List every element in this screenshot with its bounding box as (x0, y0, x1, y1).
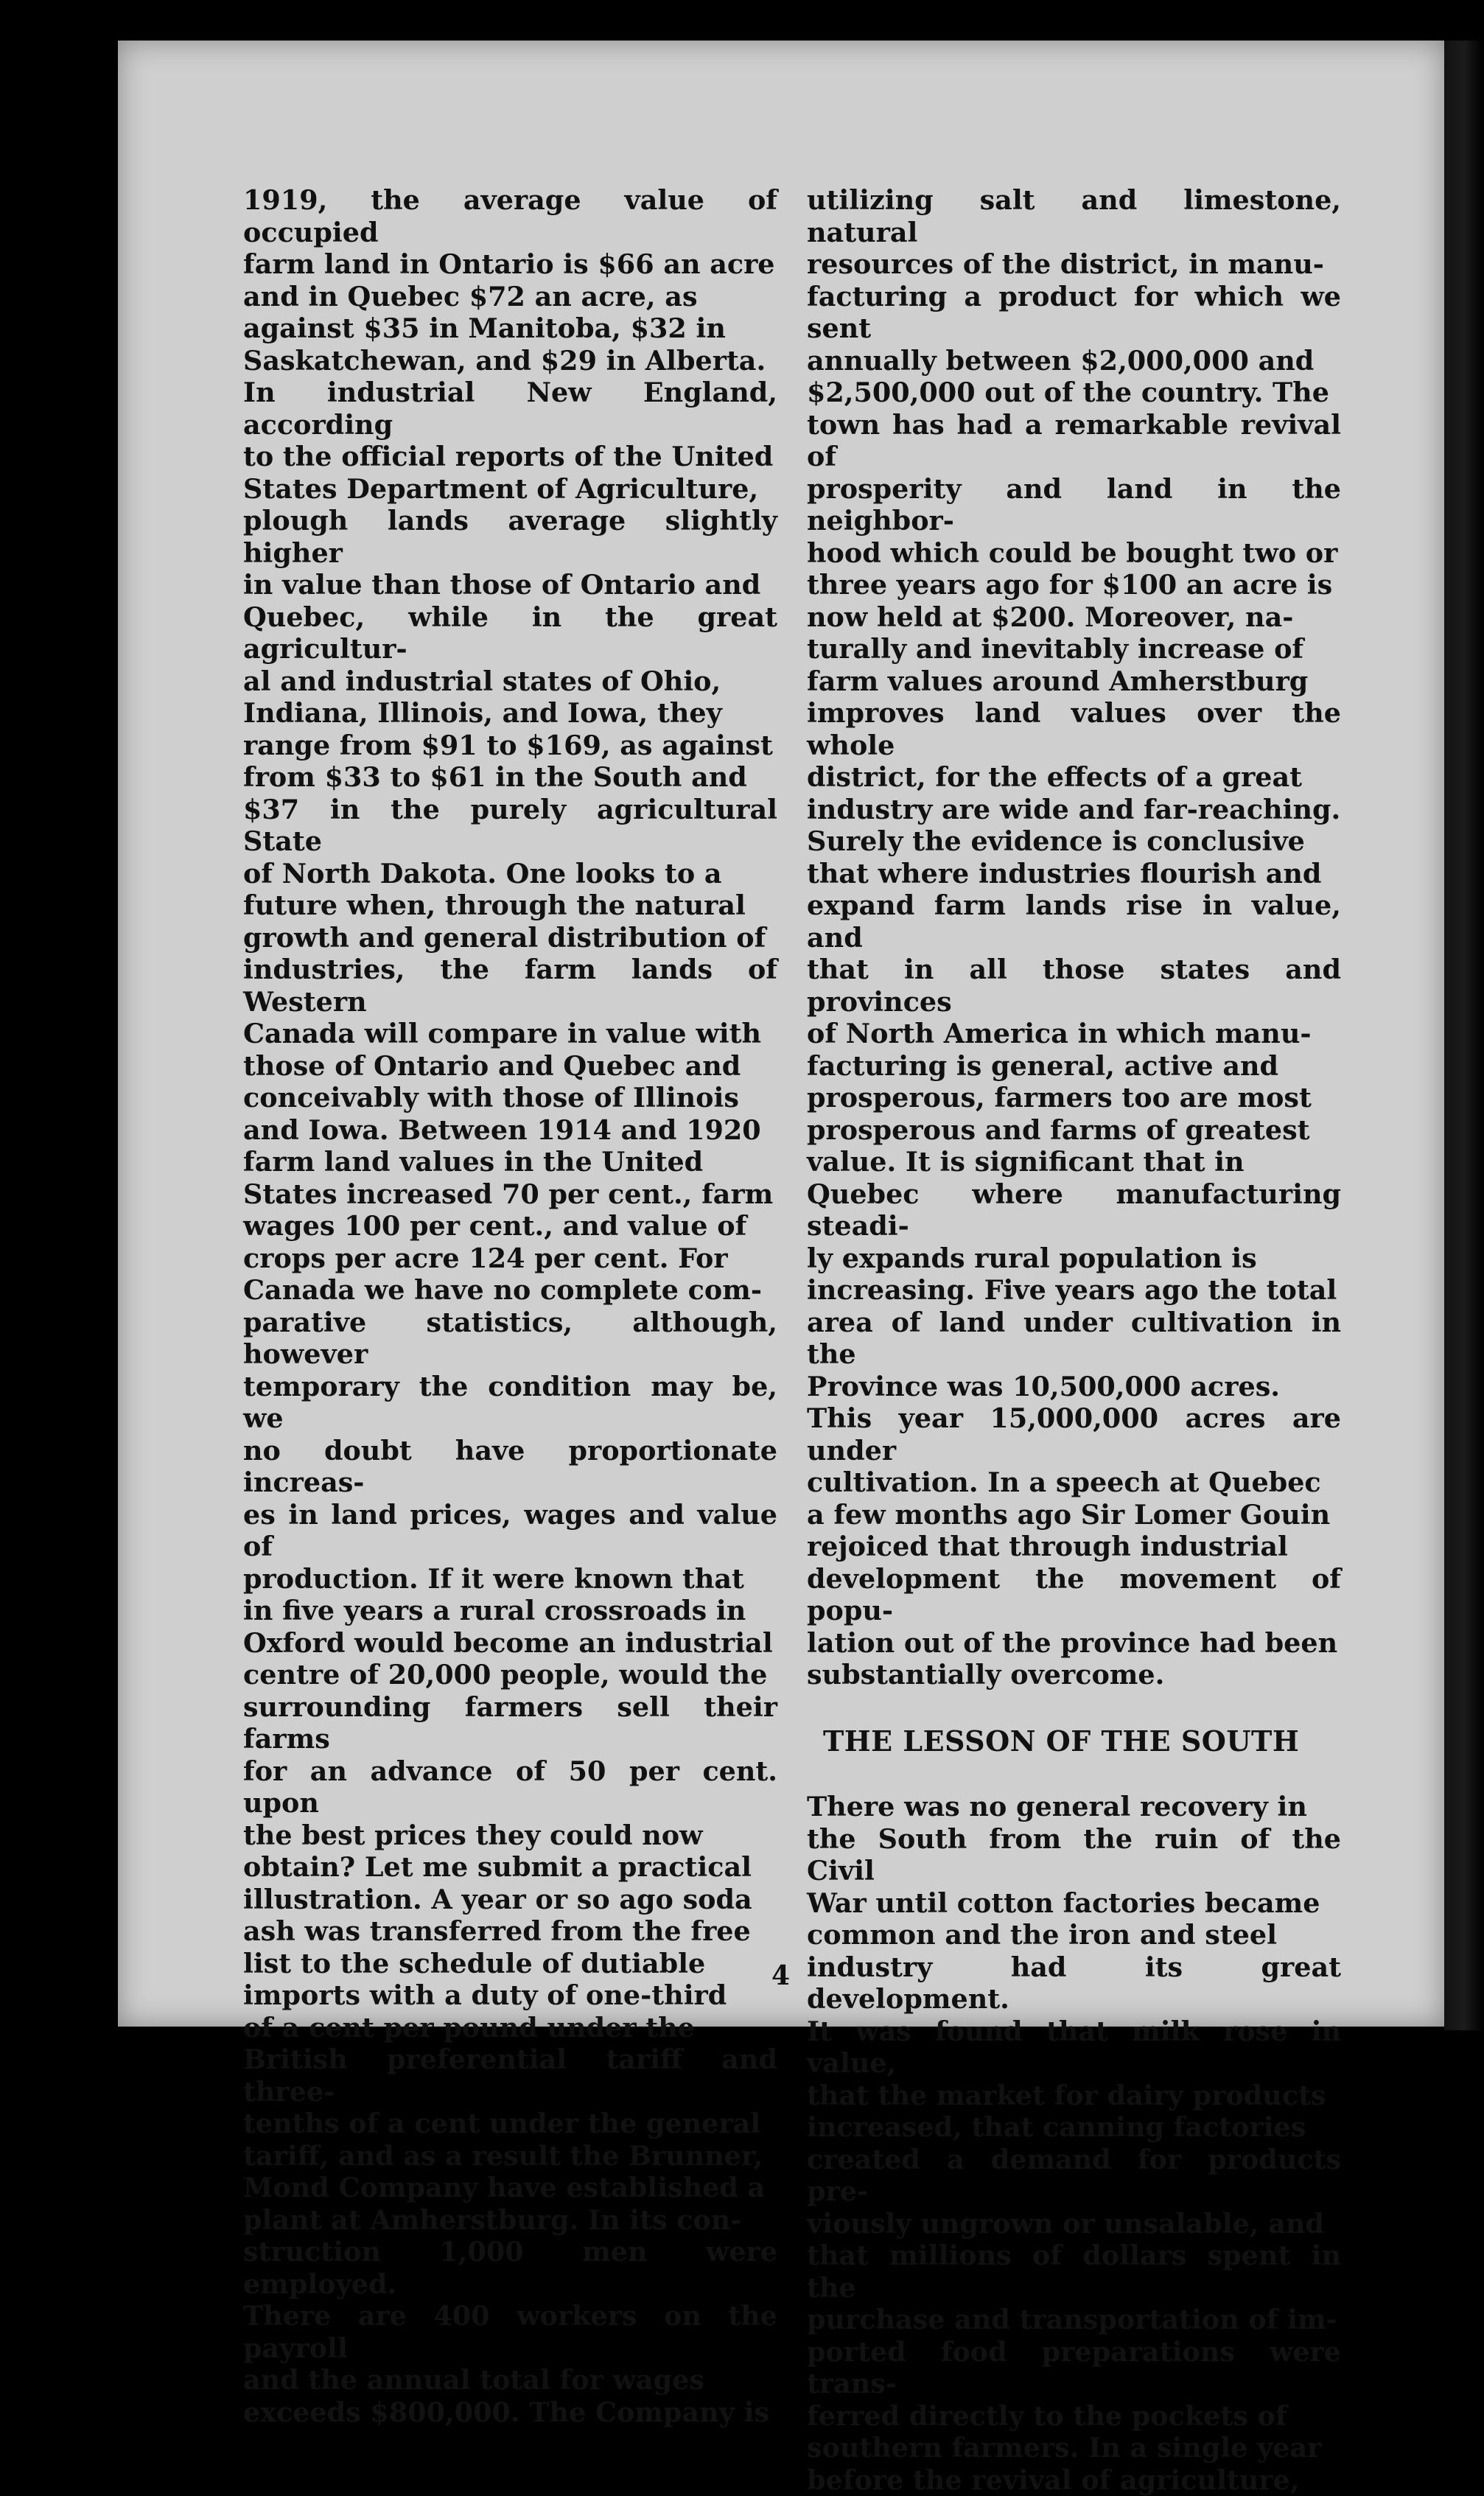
left-column-text: 1919, the average value of occupied farm land in Ontario is $66 an acre and in Quebec $72 an acre, as against $35 in Manitoba, $32 in Saskatchewan, and $29 in Alberta. In industrial New England, according to the official reports of the United States Department of Agriculture, plough lands average slightly higher in value than those of Ontario and Quebec, while in the great agricultur- al and industrial states of Ohio, Indiana, Illinois, and Iowa, they range from $91 to $169, as against from $33 to $61 in the South and $37 in the purely agricultural State of North Dakota. One looks to a future when, through the natural growth and general distribution of industries, the farm lands of Western Canada will compare in value with those of Ontario and Quebec and conceivably with those of Illinois and Iowa. Between 1914 and 1920 farm land values in the United States increased 70 per cent., farm wages 100 per cent., and value of crops per acre 124 per cent. For Canada we have no complete com- parative statistics, although, however temporary the condition may be, we no doubt have proportionate increas- es in land prices, wages and value of production. If it were known that in five years a rural crossroads in Oxford would become an industrial centre of 20,000 people, would the surrounding farmers sell their farms for an advance of 50 per cent. upon the best prices they could now obtain? Let me submit a practical illustration. A year or so ago soda ash was transferred from the free list to the schedule of dutiable imports with a duty of one-third of a cent per pound under the British preferential tariff and three- tenths of a cent under the general tariff, and as a result the Brunner, Mond Company have established a plant at Amherstburg. In its con- struction 1,000 men were employed. There are 400 workers on the payroll and the annual total for wages exceeds $800,000. The Company is (243, 184, 777, 2428)
right-column (807, 184, 1341, 2496)
section-heading: THE LESSON OF THE SOUTH (823, 1724, 1300, 1758)
document-page (118, 41, 1444, 2496)
left-column (243, 184, 777, 2428)
right-column-paragraph-1: utilizing salt and limestone, natural resources of the district, in manu- facturing a product for which we sent annually between $2,000,000 and $2,500,000 out of the country. The town has had a remarkable revival of prosperity and land in the neighbor- hood which could be bought two or three years ago for $100 an acre is now held at $200. Moreover, na- turally and inevitably increase of farm values around Amherstburg improves land values over the whole district, for the effects of a great industry are wide and far-reaching. Surely the evidence is conclusive that where industries flourish and expand farm lands rise in value, and that in all those states and provinces of North America in which manu- facturing is general, active and prosperous, farmers too are most prosperous and farms of greatest value. It is significant that in Quebec where manufacturing steadi- ly expands rural population is increasing. Five years ago the total area of land under cultivation in the Province was 10,500,000 acres. This year 15,000,000 acres are under cultivation. In a speech at Quebec a few months ago Sir Lomer Gouin rejoiced that through industrial development the movement of popu- lation out of the province had been substantially overcome. (807, 184, 1341, 1691)
page-edge-shadow (1444, 41, 1484, 2030)
right-column-paragraph-2: There was no general recovery in the South from the ruin of the Civil War until cotton factories became common and the iron and steel industry had its great development. It was found that milk rose in value, that the market for dairy products increased, that canning factories created a demand for products pre- viously ungrown or unsalable, and that millions of dollars spent in the purchase and transportation of im- ported food preparations were trans- ferred directly to the pockets of southern farmers. In a single year before the revival of agriculture, (807, 1791, 1341, 2496)
page-number: 4 (771, 1960, 791, 1991)
